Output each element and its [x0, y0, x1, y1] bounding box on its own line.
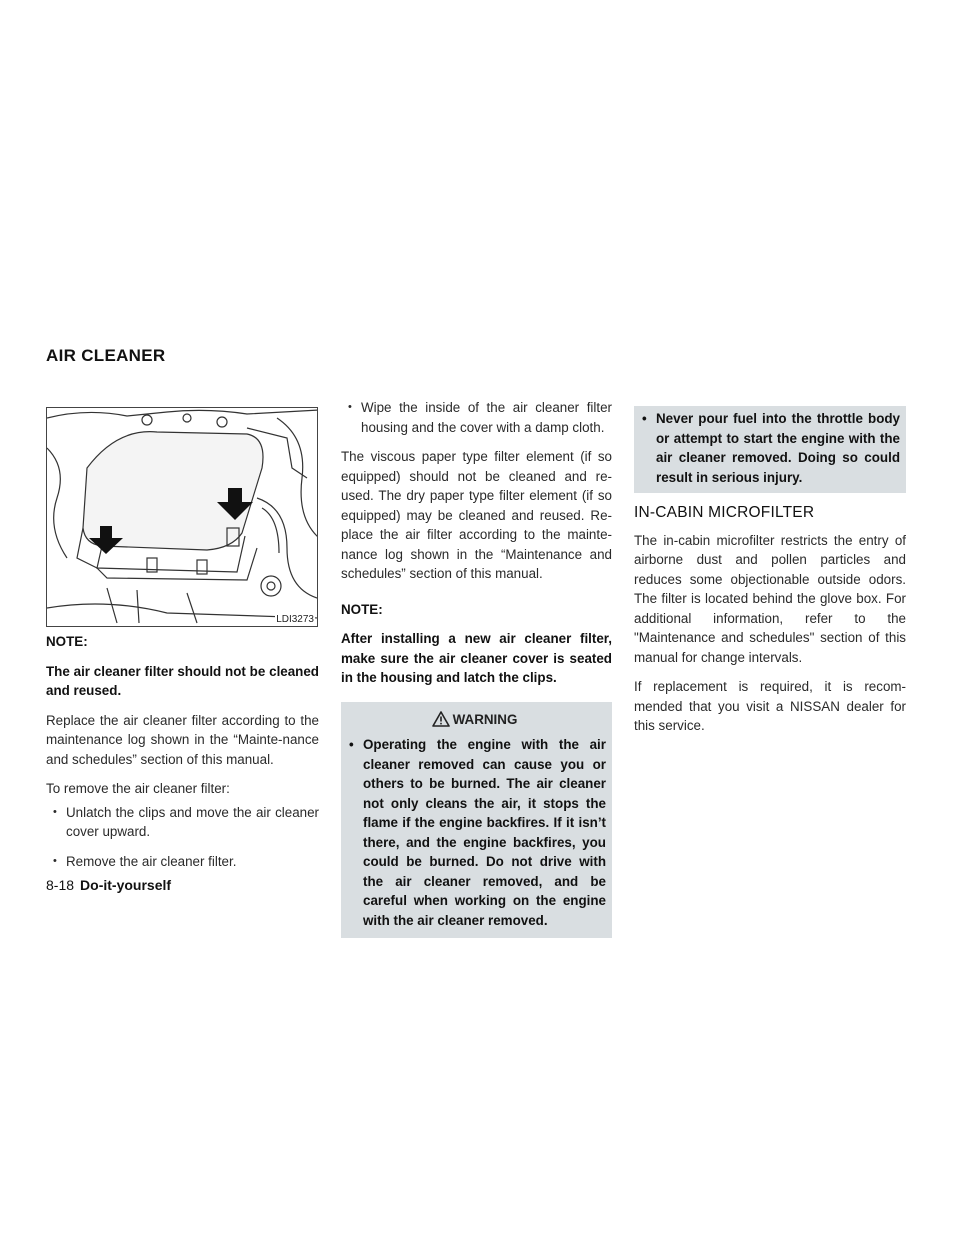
paragraph: The in-cabin microfilter restricts the entry of airborne dust and pollen particles and reduces some objectionable outside odors. The filter is located behind the glove box. For additional information, refer to the "Maintenance and schedules" section of this manual for change intervals.	[634, 532, 906, 665]
air-cleaner-illustration	[46, 407, 318, 627]
note-text: After installing a new air cleaner filter, make sure the air cleaner cover is seated in the housing and latch the clips.	[341, 631, 612, 685]
column-1	[46, 632, 319, 881]
page-footer	[46, 877, 171, 893]
figure-code: LDI3273	[276, 614, 314, 625]
subheading: IN-CABIN MICROFILTER	[634, 504, 815, 521]
column-3	[634, 411, 906, 746]
footer-section-name: Do-it-yourself	[80, 877, 172, 893]
list-item: • Unlatch the clips and move the air cleaner cover upward.	[46, 803, 319, 842]
note-text: The air cleaner filter should not be cleaned and reused.	[46, 663, 319, 698]
column-2	[341, 398, 612, 938]
warning-item: • Operating the engine with the air cleaner removed can cause you or others to be burned. The air cleaner not only cleans the air, it stops the flame if the engine backfires. If it isn’t there, and the engine backfires, you could be burned. Do not drive with the air cleaner removed, and be careful when working on the engine with the air cleaner removed.	[343, 735, 606, 930]
engine-bay-drawing	[47, 408, 318, 627]
section-title: AIR CLEANER	[46, 346, 166, 365]
page-number: 8-18	[46, 877, 75, 893]
list-item: • Remove the air cleaner filter.	[46, 852, 319, 872]
paragraph: The viscous paper type filter element (if so equipped) should not be cleaned and re-used. The dry paper type filter element (if so equipped) may be cleaned and reused. Re-place the air filter according to the mainte-nance log shown in the “Maintenance and schedules” section of this manual.	[341, 449, 612, 581]
warning-item: • Never pour fuel into the throttle body or attempt to start the engine with the air cleaner removed. Doing so could result in serious injury.	[636, 409, 900, 487]
paragraph: To remove the air cleaner filter:	[46, 781, 230, 796]
warning-header	[343, 710, 606, 730]
warning-box	[341, 702, 612, 939]
note-heading: NOTE:	[46, 634, 88, 649]
note-heading: NOTE:	[341, 601, 383, 617]
warning-triangle-icon	[432, 711, 450, 727]
paragraph: Replace the air cleaner filter according to the maintenance log shown in the “Mainte-nance and schedules” section of this manual.	[46, 712, 319, 767]
list-item: • Wipe the inside of the air cleaner filter housing and the cover with a damp cloth.	[341, 398, 612, 437]
paragraph: If replacement is required, it is recom-mended that you visit a NISSAN dealer for this service.	[634, 679, 906, 733]
warning-label: WARNING	[452, 711, 518, 727]
warning-box-continued	[634, 406, 906, 493]
